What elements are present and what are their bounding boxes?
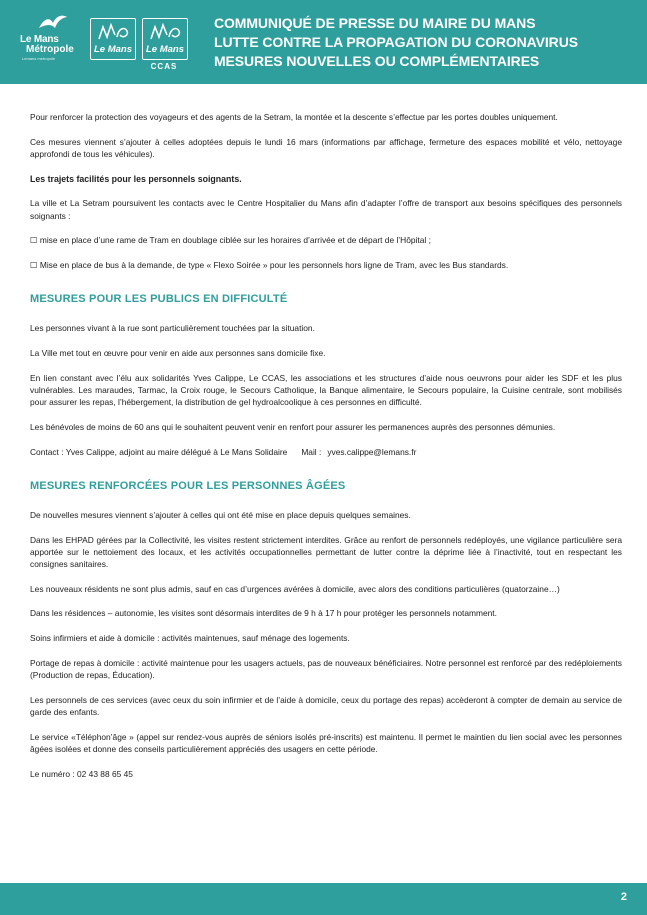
paragraph: Portage de repas à domicile : activité maintenue pour les usagers actuels, pas de nouveaux bénéficiaires. Notre personnel est renforcé par des redéploiements (Production de repas, Éducation).	[30, 657, 622, 681]
list-item	[30, 234, 622, 246]
contact-text: Contact : Yves Calippe, adjoint au maire délégué à Le Mans Solidaire	[30, 446, 288, 457]
le-mans-logo-text: Le Mans	[93, 44, 132, 55]
footer-bar	[0, 883, 647, 915]
paragraph: La ville et La Setram poursuivent les contacts avec le Centre Hospitalier du Mans afin d’adapter l’offre de transport aux besoins spécifiques des personnels soignants :	[30, 198, 622, 221]
paragraph: De nouvelles mesures viennent s’ajouter à celles qui ont été mise en place depuis quelques semaines.	[30, 509, 411, 520]
ccas-logo-text: Le Mans	[145, 44, 184, 55]
header-banner	[0, 0, 647, 84]
paragraph: Le service «Téléphon’âge » (appel sur rendez-vous auprès de séniors isolés pré-inscrits) est maintenu. Il permet le maintien du lien social avec les personnes âgées isolées et donne des conseils particulièrement appréciés des usagers en cette période.	[30, 731, 622, 754]
le-mans-metropole-logo	[20, 14, 84, 70]
metropole-logo-tagline: Lemans metropole	[22, 56, 56, 61]
paragraph: Les personnes vivant à la rue sont particulièrement touchées par la situation.	[30, 323, 315, 334]
paragraph: Les bénévoles de moins de 60 ans qui le souhaitent peuvent venir en renfort pour assurer les permanences auprès des personnes démunies.	[30, 421, 556, 432]
paragraph: Soins infirmiers et aide à domicile : activités maintenues, sauf ménage des logements.	[30, 633, 350, 644]
ccas-mark-icon	[145, 21, 185, 43]
le-mans-mark-icon	[93, 21, 133, 43]
contact-line	[30, 446, 622, 458]
paragraph: Pour renforcer la protection des voyageurs et des agents de la Setram, la montée et la descente s’effectue par les portes doubles uniquement.	[30, 112, 558, 122]
bird-icon	[38, 14, 68, 34]
document-body	[30, 111, 622, 792]
list-item-text: mise en place d’une rame de Tram en doublage ciblée sur les horaires d’arrivée et de départ de l’Hôpital ;	[37, 235, 431, 246]
metropole-logo-line2: Métropole	[26, 44, 74, 55]
paragraph: Dans les résidences – autonomie, les visites sont désormais interdites de 9 h à 17 h pour protéger les personnels notamment.	[30, 608, 497, 619]
title-line-2: LUTTE CONTRE LA PROPAGATION DU CORONAVIRUS	[214, 34, 578, 50]
section-title-publics-difficulte: MESURES POUR LES PUBLICS EN DIFFICULTÉ	[30, 293, 288, 306]
title-line-1: COMMUNIQUÉ DE PRESSE DU MAIRE DU MANS	[214, 15, 536, 31]
paragraph: Les personnels de ces services (avec ceux du soin infirmier et de l’aide à domicile, ceux du portage des repas) accèderont à compter de demain au service de garde des enfants.	[30, 694, 622, 717]
phone-number-line: Le numéro : 02 43 88 65 45	[30, 768, 133, 779]
list-item	[30, 259, 622, 271]
mail-label: Mail :	[301, 446, 322, 457]
paragraph: La Ville met tout en œuvre pour venir en aide aux personnes sans domicile fixe.	[30, 348, 326, 359]
paragraph: En lien constant avec l’élu aux solidarités Yves Calippe, Le CCAS, les associations et les structures d’aide nous oeuvrons pour aider les SDF et les plus vulnérables. Les maraudes, Tarmac, la Croix rouge, le Secours Catholique, la Banque alimentaire, le Secours populaire, la Cuisine centrale, sont mobilisés pour assurer les repas, l’hébergement, la distribution de gel hydroalcoolique à ces personnes en difficulté.	[30, 372, 622, 408]
paragraph: Ces mesures viennent s’ajouter à celles adoptées depuis le lundi 16 mars (informations par affichage, fermeture des espaces mobilité et vélo, nettoyage approfondi de tous les véhicules).	[30, 136, 622, 159]
ccas-logo	[142, 18, 186, 70]
section-title-personnes-agees: MESURES RENFORCÉES POUR LES PERSONNES ÂGÉES	[30, 479, 346, 492]
le-mans-logo	[90, 18, 136, 60]
metropole-logo-line1: Le Mans	[20, 34, 59, 45]
title-line-3: MESURES NOUVELLES OU COMPLÉMENTAIRES	[214, 53, 540, 69]
mail-address: yves.calippe@lemans.fr	[327, 446, 417, 457]
paragraph: Les nouveaux résidents ne sont plus admis, sauf en cas d’urgences avérées à domicile, avec alors des conditions particulières (quatorzaine…)	[30, 583, 560, 594]
ccas-logo-box	[142, 18, 188, 60]
press-release-title	[214, 14, 639, 71]
checkbox-icon: ☐	[30, 235, 38, 246]
checkbox-icon: ☐	[30, 259, 38, 270]
list-item-text: Mise en place de bus à la demande, de type « Flexo Soirée » pour les personnels hors ligne de Tram, avec les Bus standards.	[37, 259, 509, 270]
paragraph: Dans les EHPAD gérées par la Collectivité, les visites restent strictement interdites. Grâce au renfort de personnels redéployés, une vigilance particulière sera apportée sur le nettoiement des locaux, et les activités occupationnelles permettant de lutter contre la déprime liée à l’inactivité, tout en respectant les consignes sanitaires.	[30, 534, 622, 570]
logo-group	[14, 12, 200, 72]
ccas-logo-sub: CCAS	[150, 62, 178, 71]
page-number: 2	[620, 891, 627, 903]
subsection-title: Les trajets facilités pour les personnels soignants.	[30, 173, 242, 184]
